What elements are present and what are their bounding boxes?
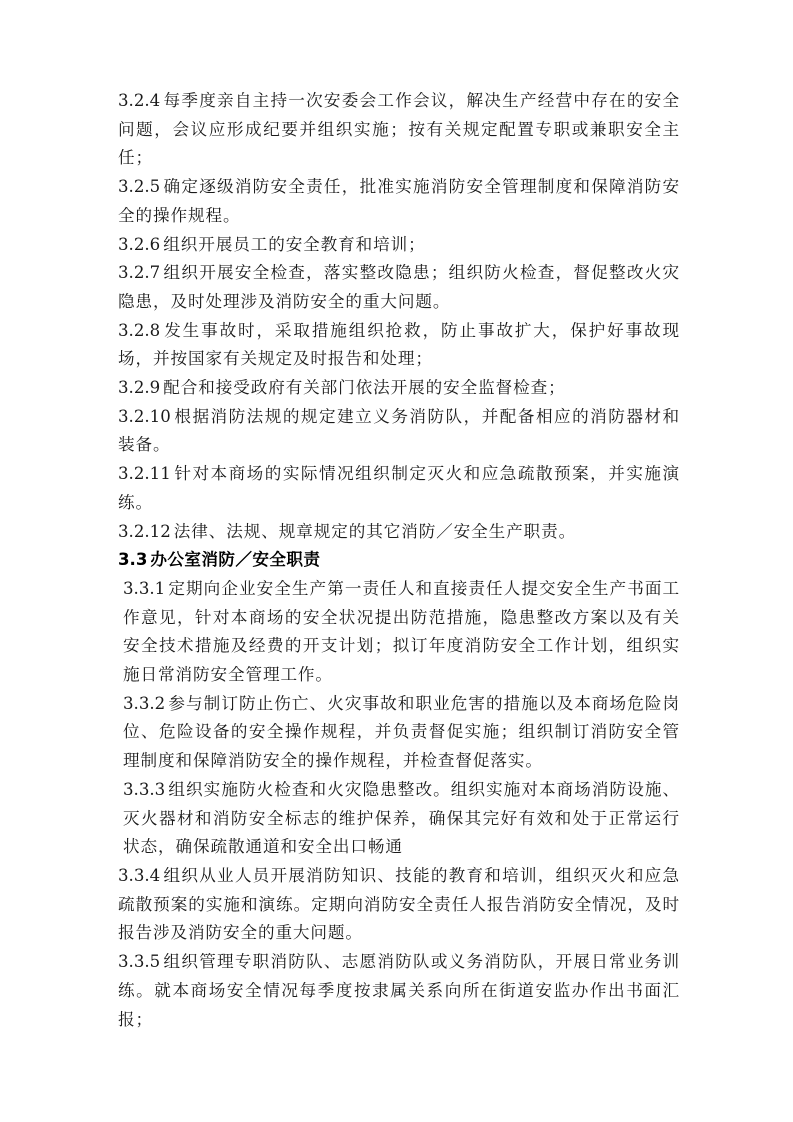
clause-text: 组织管理专职消防队、志愿消防队或义务消防队，开展日常业务训练。就本商场安全情况每季度按隶属关系向所在街道安监办作出书面汇报；	[118, 952, 680, 1029]
clause-3-2-6	[118, 231, 680, 260]
clause-text: 每季度亲自主持一次安委会工作会议，解决生产经营中存在的安全问题，会议应形成纪要并组织实施；按有关规定配置专职或兼职安全主任；	[118, 91, 680, 168]
clause-text: 根据消防法规的规定建立义务消防队，并配备相应的消防器材和装备。	[118, 406, 680, 455]
clause-text: 法律、法规、规章规定的其它消防／安全生产职责。	[173, 521, 577, 541]
clause-3-2-9	[118, 374, 680, 403]
clause-text: 定期向企业安全生产第一责任人和直接责任人提交安全生产书面工作意见，针对本商场的安全状况提出防范措施，隐患整改方案以及有关安全技术措施及经费的开支计划；拟订年度消防安全工作计划，组织实施日常消防安全管理工作。	[123, 578, 680, 685]
clause-text: 组织从业人员开展消防知识、技能的教育和培训，组织灭火和应急疏散预案的实施和演练。定期向消防安全责任人报告消防安全情况，及时报告涉及消防安全的重大问题。	[118, 865, 680, 943]
clause-3-2-8	[118, 317, 680, 374]
heading-number: 3.3	[118, 550, 148, 570]
document-page	[118, 87, 680, 1034]
clause-3-2-11	[118, 460, 680, 517]
clause-3-3-1	[118, 575, 680, 690]
section-heading-3-3	[118, 546, 680, 575]
clause-number: 3.3.2	[123, 693, 166, 713]
clause-3-3-4	[118, 862, 680, 948]
clause-number: 3.2.5	[118, 177, 161, 197]
clause-number: 3.2.12	[118, 521, 171, 541]
clause-number: 3.2.10	[118, 406, 171, 426]
clause-number: 3.3.5	[118, 952, 161, 972]
clause-number: 3.2.9	[118, 378, 161, 398]
clause-3-2-12	[118, 518, 680, 547]
clause-text: 组织开展安全检查，落实整改隐患；组织防火检查，督促整改火灾隐患，及时处理涉及消防安全的重大问题。	[118, 263, 680, 311]
clause-number: 3.3.4	[118, 865, 161, 885]
clause-text: 参与制订防止伤亡、火灾事故和职业危害的措施以及本商场危险岗位、危险设备的安全操作规程，并负责督促实施；组织制订消防安全管理制度和保障消防安全的操作规程，并检查督促落实。	[123, 693, 680, 771]
clause-3-2-10	[118, 403, 680, 460]
clause-3-2-4	[118, 87, 680, 173]
clause-number: 3.2.11	[118, 464, 171, 484]
clause-3-2-5	[118, 173, 680, 230]
clause-text: 确定逐级消防安全责任，批准实施消防安全管理制度和保障消防安全的操作规程。	[118, 177, 680, 225]
clause-text: 组织实施防火检查和火灾隐患整改。组织实施对本商场消防设施、灭火器材和消防安全标志的维护保养，确保其完好有效和处于正常运行状态，确保疏散通道和安全出口畅通	[123, 779, 680, 857]
clause-number: 3.2.8	[118, 320, 161, 340]
clause-text: 组织开展员工的安全教育和培训；	[163, 234, 426, 254]
clause-number: 3.3.1	[123, 578, 166, 598]
clause-text: 配合和接受政府有关部门依法开展的安全监督检查；	[163, 378, 566, 398]
clause-text: 发生事故时，采取措施组织抢救，防止事故扩大，保护好事故现场，并按国家有关规定及时报告和处理；	[118, 320, 680, 369]
clause-number: 3.2.4	[118, 91, 161, 110]
clause-number: 3.2.6	[118, 234, 161, 254]
clause-text: 针对本商场的实际情况组织制定灭火和应急疏散预案，并实施演练。	[118, 464, 680, 512]
clause-3-3-3	[118, 776, 680, 862]
heading-text: 办公室消防／安全职责	[150, 550, 321, 570]
clause-3-3-5	[118, 948, 680, 1034]
clause-number: 3.3.3	[123, 779, 166, 799]
clause-3-2-7	[118, 259, 680, 316]
clause-number: 3.2.7	[118, 263, 161, 283]
clause-3-3-2	[118, 690, 680, 776]
